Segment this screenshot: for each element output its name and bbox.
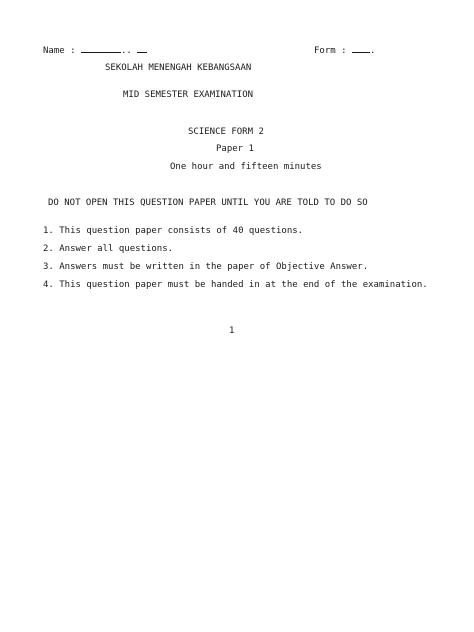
form-blank [352,44,370,53]
form-period: . [369,46,376,56]
paper-label: Paper 1 [216,144,254,154]
form-label: Form : [314,46,347,56]
duration-text: One hour and fifteen minutes [170,162,322,172]
exam-title: MID SEMESTER EXAMINATION [123,90,254,100]
instruction-item: 4. This question paper must be handed in at the end of the examination. [43,280,428,290]
name-line [43,44,147,57]
warning-text: DO NOT OPEN THIS QUESTION PAPER UNTIL YOU ARE TOLD TO DO SO [48,198,368,208]
school-name: SEKOLAH MENENGAH KEBANGSAAN [105,63,252,73]
instruction-item: 2. Answer all questions. [43,244,174,254]
name-label: Name : [43,46,76,56]
page-number: 1 [229,326,235,336]
name-dots: .. [120,46,132,56]
instruction-item: 3. Answers must be written in the paper of Objective Answer. [43,262,369,272]
subject-title: SCIENCE FORM 2 [188,127,264,137]
form-line [314,44,375,57]
name-blank [81,44,121,53]
instruction-item: 1. This question paper consists of 40 questions. [43,226,304,236]
name-blank-short [137,44,147,53]
